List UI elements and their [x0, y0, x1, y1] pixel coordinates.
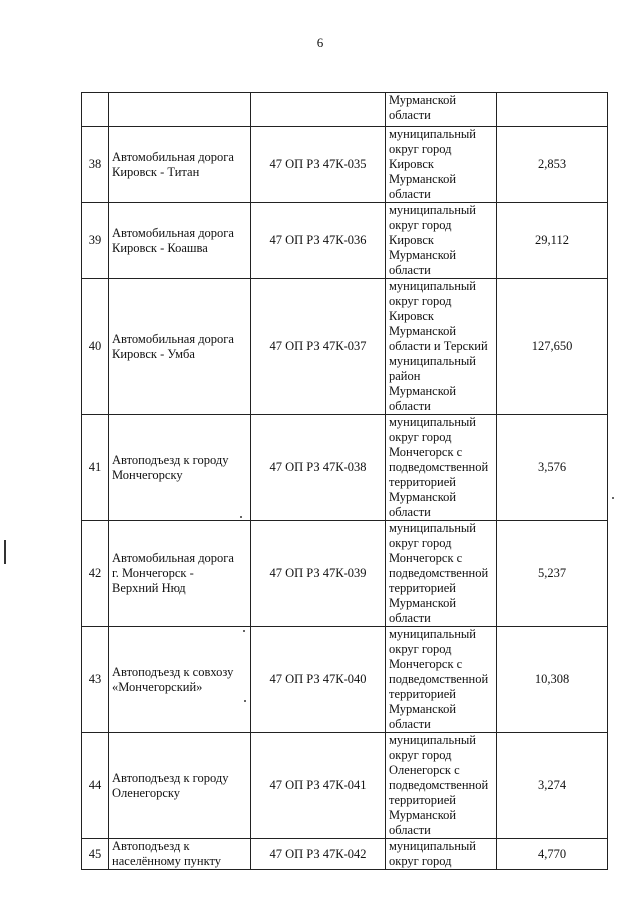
municipality	[386, 733, 497, 839]
municipality-line: муниципальный	[389, 415, 476, 429]
municipality-line: округ город	[389, 218, 452, 232]
row-number: 40	[82, 279, 109, 415]
municipality-line: области	[389, 263, 431, 277]
road-length: 5,237	[497, 521, 608, 627]
municipality	[386, 127, 497, 203]
municipality-line: муниципальный	[389, 839, 476, 853]
municipality-line: муниципальный	[389, 627, 476, 641]
road-code: 47 ОП РЗ 47К-042	[251, 839, 386, 870]
municipality	[386, 93, 497, 127]
municipality-line: округ город	[389, 536, 452, 550]
road-length: 127,650	[497, 279, 608, 415]
road-name-line: Автоподъезд к	[112, 839, 190, 853]
road-name	[109, 93, 251, 127]
municipality-line: области	[389, 823, 431, 837]
municipality-line: муниципальный	[389, 733, 476, 747]
municipality-line: Мончегорск с	[389, 551, 463, 565]
table-row	[82, 415, 608, 521]
municipality-line: Мурманской	[389, 490, 457, 504]
row-number: 41	[82, 415, 109, 521]
road-name-line: Кировск - Титан	[112, 164, 200, 179]
municipality	[386, 627, 497, 733]
road-name-line: Автомобильная дорога	[112, 551, 234, 565]
municipality-line: Мурманской	[389, 596, 457, 610]
municipality-line: области	[389, 187, 431, 201]
road-code: 47 ОП РЗ 47К-036	[251, 203, 386, 279]
road-name-line: Автоподъезд к городу	[112, 770, 229, 785]
scan-speck	[240, 516, 242, 518]
road-name-line: Кировск - Коашва	[112, 240, 208, 255]
road-name-line: г. Мончегорск -	[112, 566, 194, 580]
municipality	[386, 279, 497, 415]
road-name	[109, 733, 251, 839]
municipality-line: Мурманской	[389, 808, 457, 822]
municipality-line: подведомственной	[389, 566, 489, 580]
municipality-line: Оленегорск с	[389, 763, 460, 777]
municipality-line: Кировск	[389, 233, 434, 247]
municipality-line: Мурманской	[389, 384, 457, 398]
municipality-line: Мурманской	[389, 248, 457, 262]
municipality-line: Мурманской	[389, 324, 457, 338]
municipality	[386, 203, 497, 279]
road-name	[109, 127, 251, 203]
municipality-line: подведомственной	[389, 672, 489, 686]
municipality-line: области и Терский	[389, 339, 488, 353]
road-name-line: Автоподъезд к городу	[112, 452, 229, 467]
scan-speck	[244, 700, 246, 702]
municipality-line: округ город	[389, 748, 452, 762]
scan-edge-mark	[4, 540, 6, 564]
road-name-line: Автомобильная дорога	[112, 331, 234, 346]
road-name-line: Кировск - Умба	[112, 346, 195, 361]
page-number: 6	[316, 35, 324, 50]
road-name	[109, 839, 251, 870]
road-code: 47 ОП РЗ 47К-040	[251, 627, 386, 733]
road-name	[109, 279, 251, 415]
road-code: 47 ОП РЗ 47К-041	[251, 733, 386, 839]
municipality-line: округ город	[389, 642, 452, 656]
municipality-line: округ город	[389, 430, 452, 444]
road-name-line: Автомобильная дорога	[112, 149, 234, 164]
table-row	[82, 127, 608, 203]
municipality-line: Мурманской	[389, 702, 457, 716]
roads-table-body	[82, 93, 608, 870]
road-length: 10,308	[497, 627, 608, 733]
table-row	[82, 839, 608, 870]
road-name	[109, 415, 251, 521]
municipality-line: Кировск	[389, 157, 434, 171]
road-name-line: Оленегорску	[112, 785, 181, 800]
table-row	[82, 93, 608, 127]
road-name-line: Мончегорску	[112, 467, 183, 482]
table-row	[82, 279, 608, 415]
road-name	[109, 627, 251, 733]
road-code: 47 ОП РЗ 47К-038	[251, 415, 386, 521]
road-code: 47 ОП РЗ 47К-035	[251, 127, 386, 203]
road-name-line: населённому пункту	[112, 854, 222, 868]
row-number	[82, 93, 109, 127]
row-number: 42	[82, 521, 109, 627]
municipality-line: округ город	[389, 854, 452, 868]
road-length: 4,770	[497, 839, 608, 870]
scan-speck	[243, 630, 245, 632]
municipality	[386, 521, 497, 627]
row-number: 44	[82, 733, 109, 839]
road-code	[251, 93, 386, 127]
municipality-line: Мончегорск с	[389, 445, 463, 459]
municipality-line: муниципальный	[389, 127, 476, 141]
scan-speck	[612, 497, 614, 499]
municipality	[386, 839, 497, 870]
road-name-line: Автомобильная дорога	[112, 225, 234, 240]
road-length: 2,853	[497, 127, 608, 203]
municipality-line: подведомственной	[389, 778, 489, 792]
road-name-line: Верхний Нюд	[112, 581, 186, 595]
row-number: 43	[82, 627, 109, 733]
municipality-line: области	[389, 611, 431, 625]
municipality-line: округ город	[389, 142, 452, 156]
road-length: 29,112	[497, 203, 608, 279]
municipality-line: Мурманской	[389, 93, 457, 107]
municipality-line: области	[389, 399, 431, 413]
row-number: 38	[82, 127, 109, 203]
roads-table	[81, 92, 608, 870]
municipality-line: округ город	[389, 294, 452, 308]
road-name-line: «Мончегорский»	[112, 679, 203, 694]
municipality-line: муниципальный	[389, 203, 476, 217]
road-length: 3,576	[497, 415, 608, 521]
municipality-line: Мурманской	[389, 172, 457, 186]
road-length	[497, 93, 608, 127]
table-row	[82, 627, 608, 733]
road-code: 47 ОП РЗ 47К-039	[251, 521, 386, 627]
table-row	[82, 521, 608, 627]
municipality-line: Мончегорск с	[389, 657, 463, 671]
municipality-line: муниципальный	[389, 521, 476, 535]
road-name-line: Автоподъезд к совхозу	[112, 664, 234, 679]
municipality-line: территорией	[389, 793, 456, 807]
municipality-line: подведомственной	[389, 460, 489, 474]
municipality-line: муниципальный	[389, 354, 476, 368]
municipality-line: Кировск	[389, 309, 434, 323]
road-name	[109, 521, 251, 627]
road-code: 47 ОП РЗ 47К-037	[251, 279, 386, 415]
road-name	[109, 203, 251, 279]
row-number: 39	[82, 203, 109, 279]
row-number: 45	[82, 839, 109, 870]
municipality-line: территорией	[389, 687, 456, 701]
municipality	[386, 415, 497, 521]
municipality-line: территорией	[389, 475, 456, 489]
municipality-line: области	[389, 505, 431, 519]
table-row	[82, 733, 608, 839]
municipality-line: области	[389, 717, 431, 731]
municipality-line: район	[389, 369, 421, 383]
municipality-line: области	[389, 108, 431, 122]
table-row	[82, 203, 608, 279]
municipality-line: муниципальный	[389, 279, 476, 293]
road-length: 3,274	[497, 733, 608, 839]
municipality-line: территорией	[389, 581, 456, 595]
